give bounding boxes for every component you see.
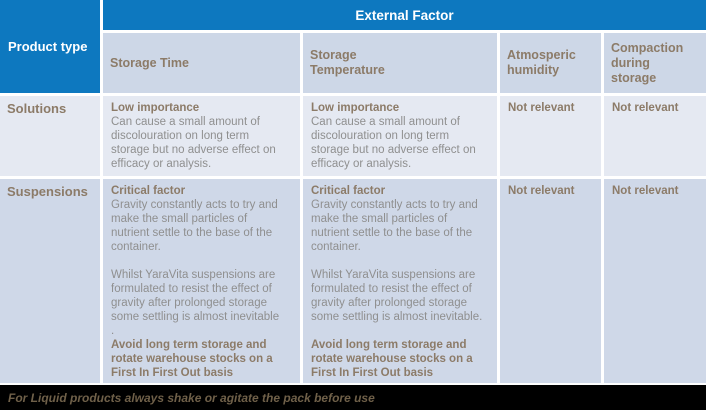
cell-solutions-storage-time	[103, 96, 300, 176]
cell-body: Gravity constantly acts to try and make the small particles of nutrient settle to the base of the container. Whilst YaraVita suspensions are formulated to resist the effect of gravity after prolonged storage some settling is almost inevitable.	[311, 199, 483, 323]
cell-title: Critical factor	[311, 185, 386, 197]
cell-title: Low importance	[311, 102, 400, 114]
column-header-storage-time-label: Storage Time	[110, 55, 189, 70]
column-header-atmospheric-humidity	[500, 33, 601, 93]
cell-title: Not relevant	[508, 102, 575, 114]
product-type-header	[0, 0, 100, 93]
cell-suspensions-humidity	[500, 179, 601, 383]
cell-title: Not relevant	[612, 102, 679, 114]
row-label-solutions-text: Solutions	[7, 101, 67, 116]
column-header-storage-temperature	[303, 33, 497, 93]
row-label-suspensions-text: Suspensions	[7, 184, 88, 199]
cell-solutions-compaction	[604, 96, 706, 176]
column-header-compaction	[604, 33, 706, 93]
column-header-compaction-label: Compaction during storage	[611, 40, 684, 85]
cell-title: Not relevant	[612, 185, 679, 197]
cell-advice: Avoid long term storage and rotate warehouse stocks on a First In First Out basis	[311, 339, 473, 379]
external-factor-header	[103, 0, 706, 30]
row-label-solutions	[0, 96, 100, 176]
column-header-storage-temperature-label: Storage Temperature	[310, 48, 385, 77]
row-label-suspensions	[0, 179, 100, 383]
cell-solutions-humidity	[500, 96, 601, 176]
product-type-header-label: Product type	[8, 39, 88, 54]
footer-note-text: For Liquid products always shake or agitate the pack before use	[8, 390, 375, 405]
cell-advice: Avoid long term storage and rotate warehouse stocks on a First In First Out basis	[111, 339, 273, 379]
column-header-storage-time	[103, 33, 300, 93]
cell-body: Gravity constantly acts to try and make the small particles of nutrient settle to the base of the container. Whilst YaraVita suspensions are formulated to resist the effect of gravity after prolonged storage some settling is almost inevitable .	[111, 199, 280, 337]
cell-title: Critical factor	[111, 185, 186, 197]
cell-title: Low importance	[111, 102, 200, 114]
column-header-atmospheric-humidity-label: Atmosperic humidity	[507, 48, 576, 77]
cell-body: Can cause a small amount of discolouration on long term storage but no adverse effect on efficacy or analysis.	[111, 116, 276, 170]
cell-title: Not relevant	[508, 185, 575, 197]
cell-suspensions-storage-time	[103, 179, 300, 383]
cell-body: Can cause a small amount of discolouration on long term storage but no adverse effect on efficacy or analysis.	[311, 116, 476, 170]
cell-suspensions-storage-temperature	[303, 179, 497, 383]
cell-suspensions-compaction	[604, 179, 706, 383]
cell-solutions-storage-temperature	[303, 96, 497, 176]
external-factor-header-label: External Factor	[355, 7, 454, 23]
footer-note-bar	[0, 383, 706, 410]
